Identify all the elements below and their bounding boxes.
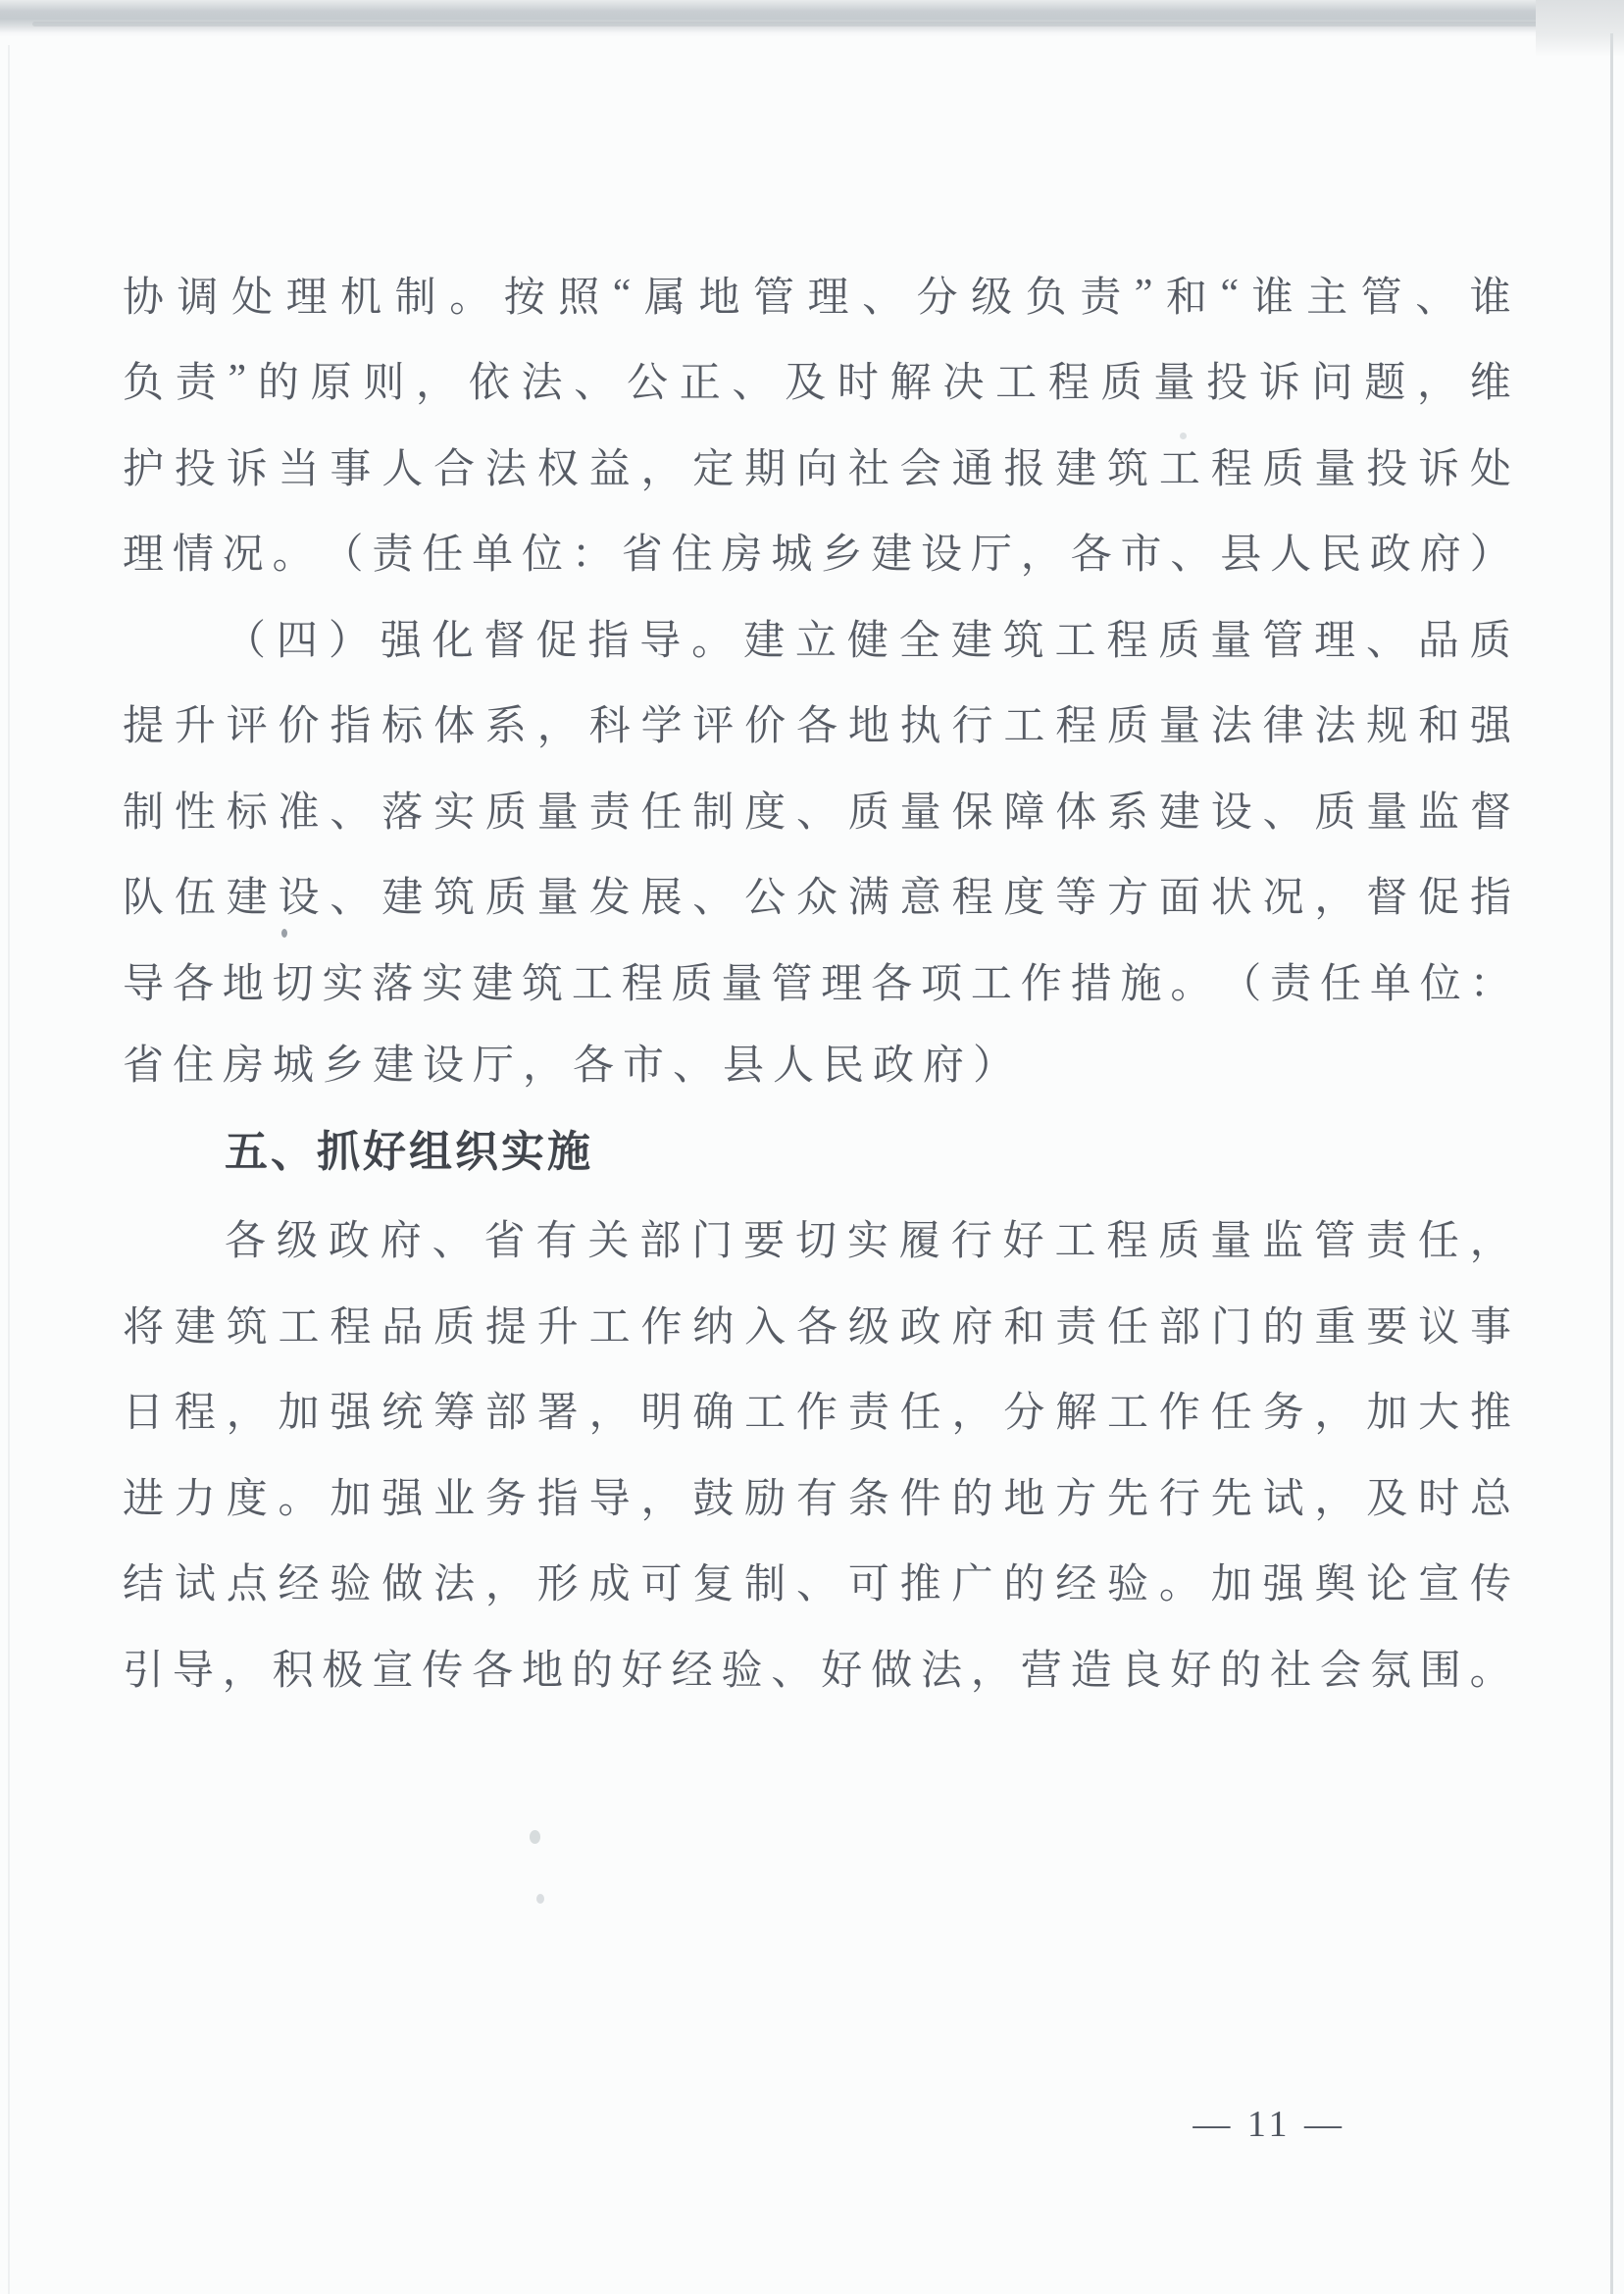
text-line: 队 伍 建 设 、 建 筑 质 量 发 展 、 公 众 满 意 程 度 等 方 面 状 况 ， 督 促 指: [123, 876, 1511, 922]
text-line: 结 试 点 经 验 做 法 ， 形 成 可 复 制 、 可 推 广 的 经 验 。 加 强 舆 论 宣 传: [123, 1562, 1511, 1608]
text-line: 协 调 处 理 机 制 。 按 照 “ 属 地 管 理 、 分 级 负 责 ” 和 “ 谁 主 管 、 谁: [123, 271, 1511, 321]
scan-edge-right: [1610, 33, 1613, 2294]
text-line: 护 投 诉 当 事 人 合 法 权 益 ， 定 期 向 社 会 通 报 建 筑 工 程 质 量 投 诉 处: [123, 446, 1511, 492]
text-line: 各 级 政 府 、 省 有 关 部 门 要 切 实 履 行 好 工 程 质 量 监 管 责 任 ，: [225, 1219, 1511, 1265]
scan-edge-left: [8, 45, 10, 2294]
scan-artifact: [1180, 433, 1187, 439]
text-line: 制 性 标 准 、 落 实 质 量 责 任 制 度 、 质 量 保 障 体 系 建 设 、 质 量 监 督: [123, 790, 1511, 836]
text-line: （ 四 ） 强 化 督 促 指 导 。 建 立 健 全 建 筑 工 程 质 量 管 理 、 品 质: [225, 618, 1511, 664]
section-heading: 五、抓好组织实施: [225, 1128, 593, 1176]
scan-artifact: [530, 1830, 540, 1844]
text-line: 进 力 度 。 加 强 业 务 指 导 ， 鼓 励 有 条 件 的 地 方 先 行 先 试 ， 及 时 总: [123, 1476, 1511, 1522]
text-line: 负 责 ” 的 原 则 ， 依 法 、 公 正 、 及 时 解 决 工 程 质 量 投 诉 问 题 ， 维: [123, 357, 1511, 407]
text-line: 引 导 ， 积 极 宣 传 各 地 的 好 经 验 、 好 做 法 ， 营 造 良 好 的 社 会 氛 围 。: [123, 1648, 1511, 1694]
text-line: 日 程 ， 加 强 统 筹 部 署 ， 明 确 工 作 责 任 ， 分 解 工 作 任 务 ， 加 大 推: [123, 1391, 1511, 1437]
text-line: 提 升 评 价 指 标 体 系 ， 科 学 评 价 各 地 执 行 工 程 质 量 法 律 法 规 和 强: [123, 704, 1511, 750]
scan-edge-top: [0, 0, 1624, 37]
page-number: — 11 —: [1193, 2104, 1345, 2145]
text-line: 导 各 地 切 实 落 实 建 筑 工 程 质 量 管 理 各 项 工 作 措 施 。 （ 责 任 单 位 ：: [123, 961, 1511, 1007]
document-text: [123, 251, 1511, 1710]
scan-artifact: [536, 1894, 544, 1904]
text-line: 省住房城乡建设厅，各市、县人民政府）: [123, 1043, 1024, 1089]
text-line: 理 情 况 。 （ 责 任 单 位 ： 省 住 房 城 乡 建 设 厅 ， 各 市 、 县 人 民 政 府 ）: [123, 533, 1511, 579]
scan-artifact: [281, 929, 287, 938]
text-line: 将 建 筑 工 程 品 质 提 升 工 作 纳 入 各 级 政 府 和 责 任 部 门 的 重 要 议 事: [123, 1304, 1511, 1351]
